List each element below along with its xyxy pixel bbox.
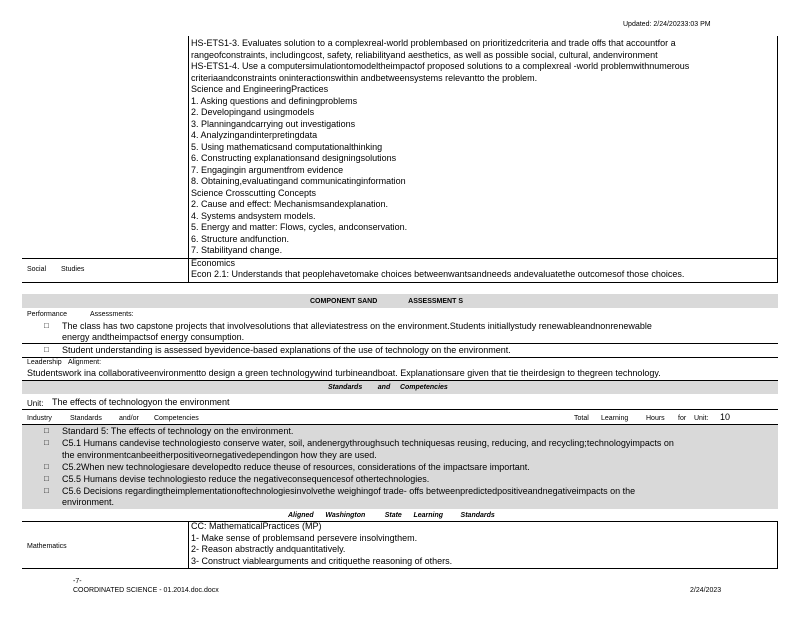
math-practice-line: CC: MathematicalPractices (MP) [191,521,322,531]
performance-item: The class has two capstone projects that involvesolutions that alleviatestress on the environment.Students initiallystudy renewableandnonrenewable [62,321,652,331]
cell-right-border [777,521,778,568]
standards-line: 8. Obtaining,evaluatingand communicatinginformation [191,176,406,186]
learning-label: Learning [601,415,629,422]
standards-line: HS-ETS1-4. Use a computersimulationtomodeltheimpactof proposed solutions to a complexreal -world problemwithnumerous [191,61,690,71]
bullet: □ [44,426,49,435]
standards-line: 6. Structure andfunction. [191,233,290,244]
cell-right-border [777,258,778,282]
standards-line: 7. Engagingin argumentfrom evidence [191,164,344,175]
updated-timestamp: Updated: 2/24/20233:03 PM [623,21,711,28]
alignment-label: Alignment: [68,359,102,366]
standards-line: rangeofconstraints, includingcost, safety, reliabilityand aesthetics, as well as possible social, cultural, andenvironment [191,49,658,60]
row-border [22,258,778,259]
industry-item: C5.6 Decisions regardingtheimplementationoftechnologiesinvolvethe weighingof trade- offs betweenpredictedpositiveandnegativeimpacts on the [62,486,636,496]
footer-date: 2/24/2023 [690,587,722,594]
industry-item: C5.1 Humans candevise technologiesto conserve water, soil, andenergythroughsuch techniquesas reusing, reducing, and recycling;technologyimpacts on [62,438,674,448]
standards-line: 4. Analyzingandinterpretingdata [191,130,318,140]
row-border [22,568,778,569]
math-practice-line: 1- Make sense of problemsand persevere insolvingthem. [191,533,418,543]
economics-standard: Econ 2.1: Understands that peoplehavetomake choices betweenwantsandneeds andevaluatethe outcomesof those choices. [191,269,685,279]
industry-item: Standard 5: The effects of technology on the environment. [62,426,294,436]
industry-item: C5.5 Humans devise technologiesto reduce the negativeconsequencesof othertechnologies. [62,474,430,484]
leadership-text: Studentswork ina collaborativeenvironmentto design a green technologywind turbineandboat. Explanationsare given that tie theirdesign to thegreen technology. [27,368,661,378]
standards-competencies-heading: Standards and Competencies [328,384,448,391]
industry-item: C5.2When new technologiesare developedto reduce theuse of resources, considerations of the impactsare important. [62,462,530,472]
studies-label: Studies [61,266,85,273]
performance-item: Student understanding is assessed byevidence-based explanations of the use of technology on the environment. [62,345,511,355]
row-border [22,343,778,344]
components-heading: COMPONENT SAND ASSESSMENT S [310,298,463,305]
cell-divider [188,36,189,258]
industry-item-cont: the environmentcanbeeitherpositiveornegativedependingon how they are used. [62,450,377,460]
standards-line: 6. Constructing explanationsand designingsolutions [191,153,397,163]
standards-line: Science and EngineeringPractices [191,84,329,94]
industry-label: Industry [27,415,52,422]
unit-label-2: Unit: [694,415,709,422]
standards-line: criteriaandconstraints oninteractionswithin andbetweensystems relevantto the problem. [191,72,538,83]
competencies-label: Competencies [154,415,199,422]
standards-line: Science Crosscutting Concepts [191,187,317,198]
for-label: for [678,415,687,422]
standards-line: 5. Using mathematicsand computationalthinking [191,141,383,152]
unit-label: Unit: [27,399,44,408]
bullet: □ [44,321,49,330]
standards-line: 5. Energy and matter: Flows, cycles, andconservation. [191,222,408,232]
cell-right-border [777,36,778,258]
leadership-label: Leadership [27,359,62,366]
bullet: □ [44,345,49,354]
bullet: □ [44,474,49,483]
standards-line: HS-ETS1-3. Evaluates solution to a complexreal-world problembased on prioritizedcriteria and trade offs that accountfor a [191,38,676,48]
standards-line: 3. Planningandcarrying out investigations [191,118,356,129]
hours-label: Hours [646,415,665,422]
footer-filename: COORDINATED SCIENCE - 01.2014.doc.docx [73,587,219,594]
page-number: -7- [73,578,82,585]
unit-title: The effects of technologyon the environment [52,397,230,407]
economics-heading: Economics [191,258,236,268]
math-practice-line: 3- Construct viablearguments and critiquethe reasoning of others. [191,556,453,566]
mathematics-label: Mathematics [27,543,67,550]
standards-text-block [191,38,775,257]
standards-line: 2. Developingand usingmodels [191,107,315,117]
total-hours-value: 10 [720,412,731,422]
bullet: □ [44,438,49,447]
and-or-label: and/or [119,415,139,422]
row-border [22,521,778,522]
aligned-standards-heading: Aligned Washington State Learning Standards [288,512,495,519]
standards-label: Standards [70,415,102,422]
cell-divider [188,521,189,568]
total-label: Total [574,415,589,422]
industry-item-cont: environment. [62,497,115,507]
standards-line: 1. Asking questions and definingproblems [191,95,358,106]
bullet: □ [44,486,49,495]
bullet: □ [44,462,49,471]
social-label: Social [27,266,47,273]
performance-item-cont: energy andtheimpactsof energy consumption. [62,332,245,342]
math-practice-line: 2- Reason abstractly andquantitatively. [191,544,346,554]
standards-line: 2. Cause and effect: Mechanismsandexplanation. [191,199,388,209]
standards-line: 7. Stabilityand change. [191,245,283,255]
row-border [22,357,778,358]
standards-line: 4. Systems andsystem models. [191,210,316,221]
cell-divider [188,258,189,282]
assessments-label: Assessments: [90,311,134,318]
row-border [22,282,778,283]
performance-label: Performance [27,311,68,318]
row-border [22,409,778,410]
